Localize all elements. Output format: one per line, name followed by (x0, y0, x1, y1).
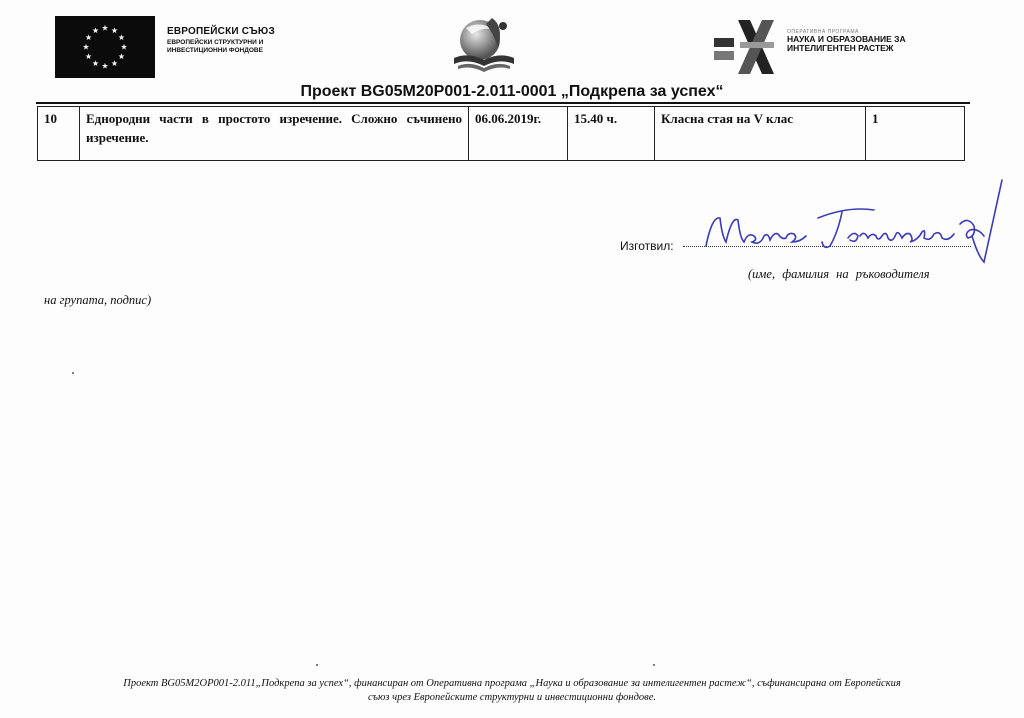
handwritten-signature (698, 176, 1008, 276)
eu-star-icon (86, 34, 92, 40)
eu-star-icon (92, 27, 98, 33)
eu-star-icon (86, 53, 92, 59)
signature-caption-line2: на групата, подпис) (44, 293, 152, 307)
eu-flag-logo (55, 16, 155, 78)
participant-count: 1 (866, 107, 965, 161)
eu-star-icon (111, 27, 117, 33)
eu-star-icon (102, 25, 108, 31)
op-line2: ИНТЕЛИГЕНТЕН РАСТЕЖ (787, 43, 894, 54)
eu-star-icon (111, 60, 117, 66)
eu-title: ЕВРОПЕЙСКИ СЪЮЗ (167, 26, 275, 37)
eu-star-icon (121, 44, 127, 50)
eu-star-icon (102, 63, 108, 69)
row-number: 10 (38, 107, 80, 161)
lesson-date: 06.06.2019г. (469, 107, 568, 161)
eu-subtitle-line2: ИНВЕСТИЦИОННИ ФОНДОВЕ (167, 47, 263, 55)
footer-line1: Проект BG05M2OP001-2.011„Подкрепа за успех“, финансиран от Оперативна програма „Наука и образование за интелигентен растеж“, съфинансирана от Европейския (123, 678, 901, 689)
prepared-by-label: Изготвил: (620, 239, 674, 253)
signature-caption-line1: (име, фамилия на ръководителя (748, 267, 930, 281)
lesson-time: 15.40 ч. (568, 107, 655, 161)
eu-star-icon (92, 60, 98, 66)
scan-speck (72, 372, 74, 374)
lesson-place: Класна стая на V клас (655, 107, 866, 161)
op-logo-text (787, 30, 906, 53)
eu-logo-text (167, 27, 275, 55)
table-row (38, 107, 965, 161)
title-rule (36, 102, 970, 104)
eu-star-icon (118, 53, 124, 59)
lesson-topic: Еднородни части в простото изречение. Сложно съчинено изречение. (80, 107, 469, 161)
scan-speck (316, 664, 318, 666)
op-line1: НАУКА И ОБРАЗОВАНИЕ ЗА (787, 34, 906, 45)
scan-speck (653, 664, 655, 666)
eu-star-icon (118, 34, 124, 40)
open-book-globe-logo (448, 14, 520, 76)
project-title: Проект BG05M20P001-2.011-0001 „Подкрепа за успех“ (300, 83, 724, 100)
footer-funding-note (40, 677, 984, 704)
operational-programme-logo (710, 16, 778, 78)
eu-subtitle-line1: ЕВРОПЕЙСКИ СТРУКТУРНИ И (167, 38, 264, 46)
footer-line2: съюз чрез Европейските структурни и инвестиционни фондове. (367, 691, 657, 703)
op-small-label: ОПЕРАТИВНА ПРОГРАМА (787, 29, 859, 35)
schedule-table (37, 106, 964, 161)
eu-star-icon (83, 44, 89, 50)
